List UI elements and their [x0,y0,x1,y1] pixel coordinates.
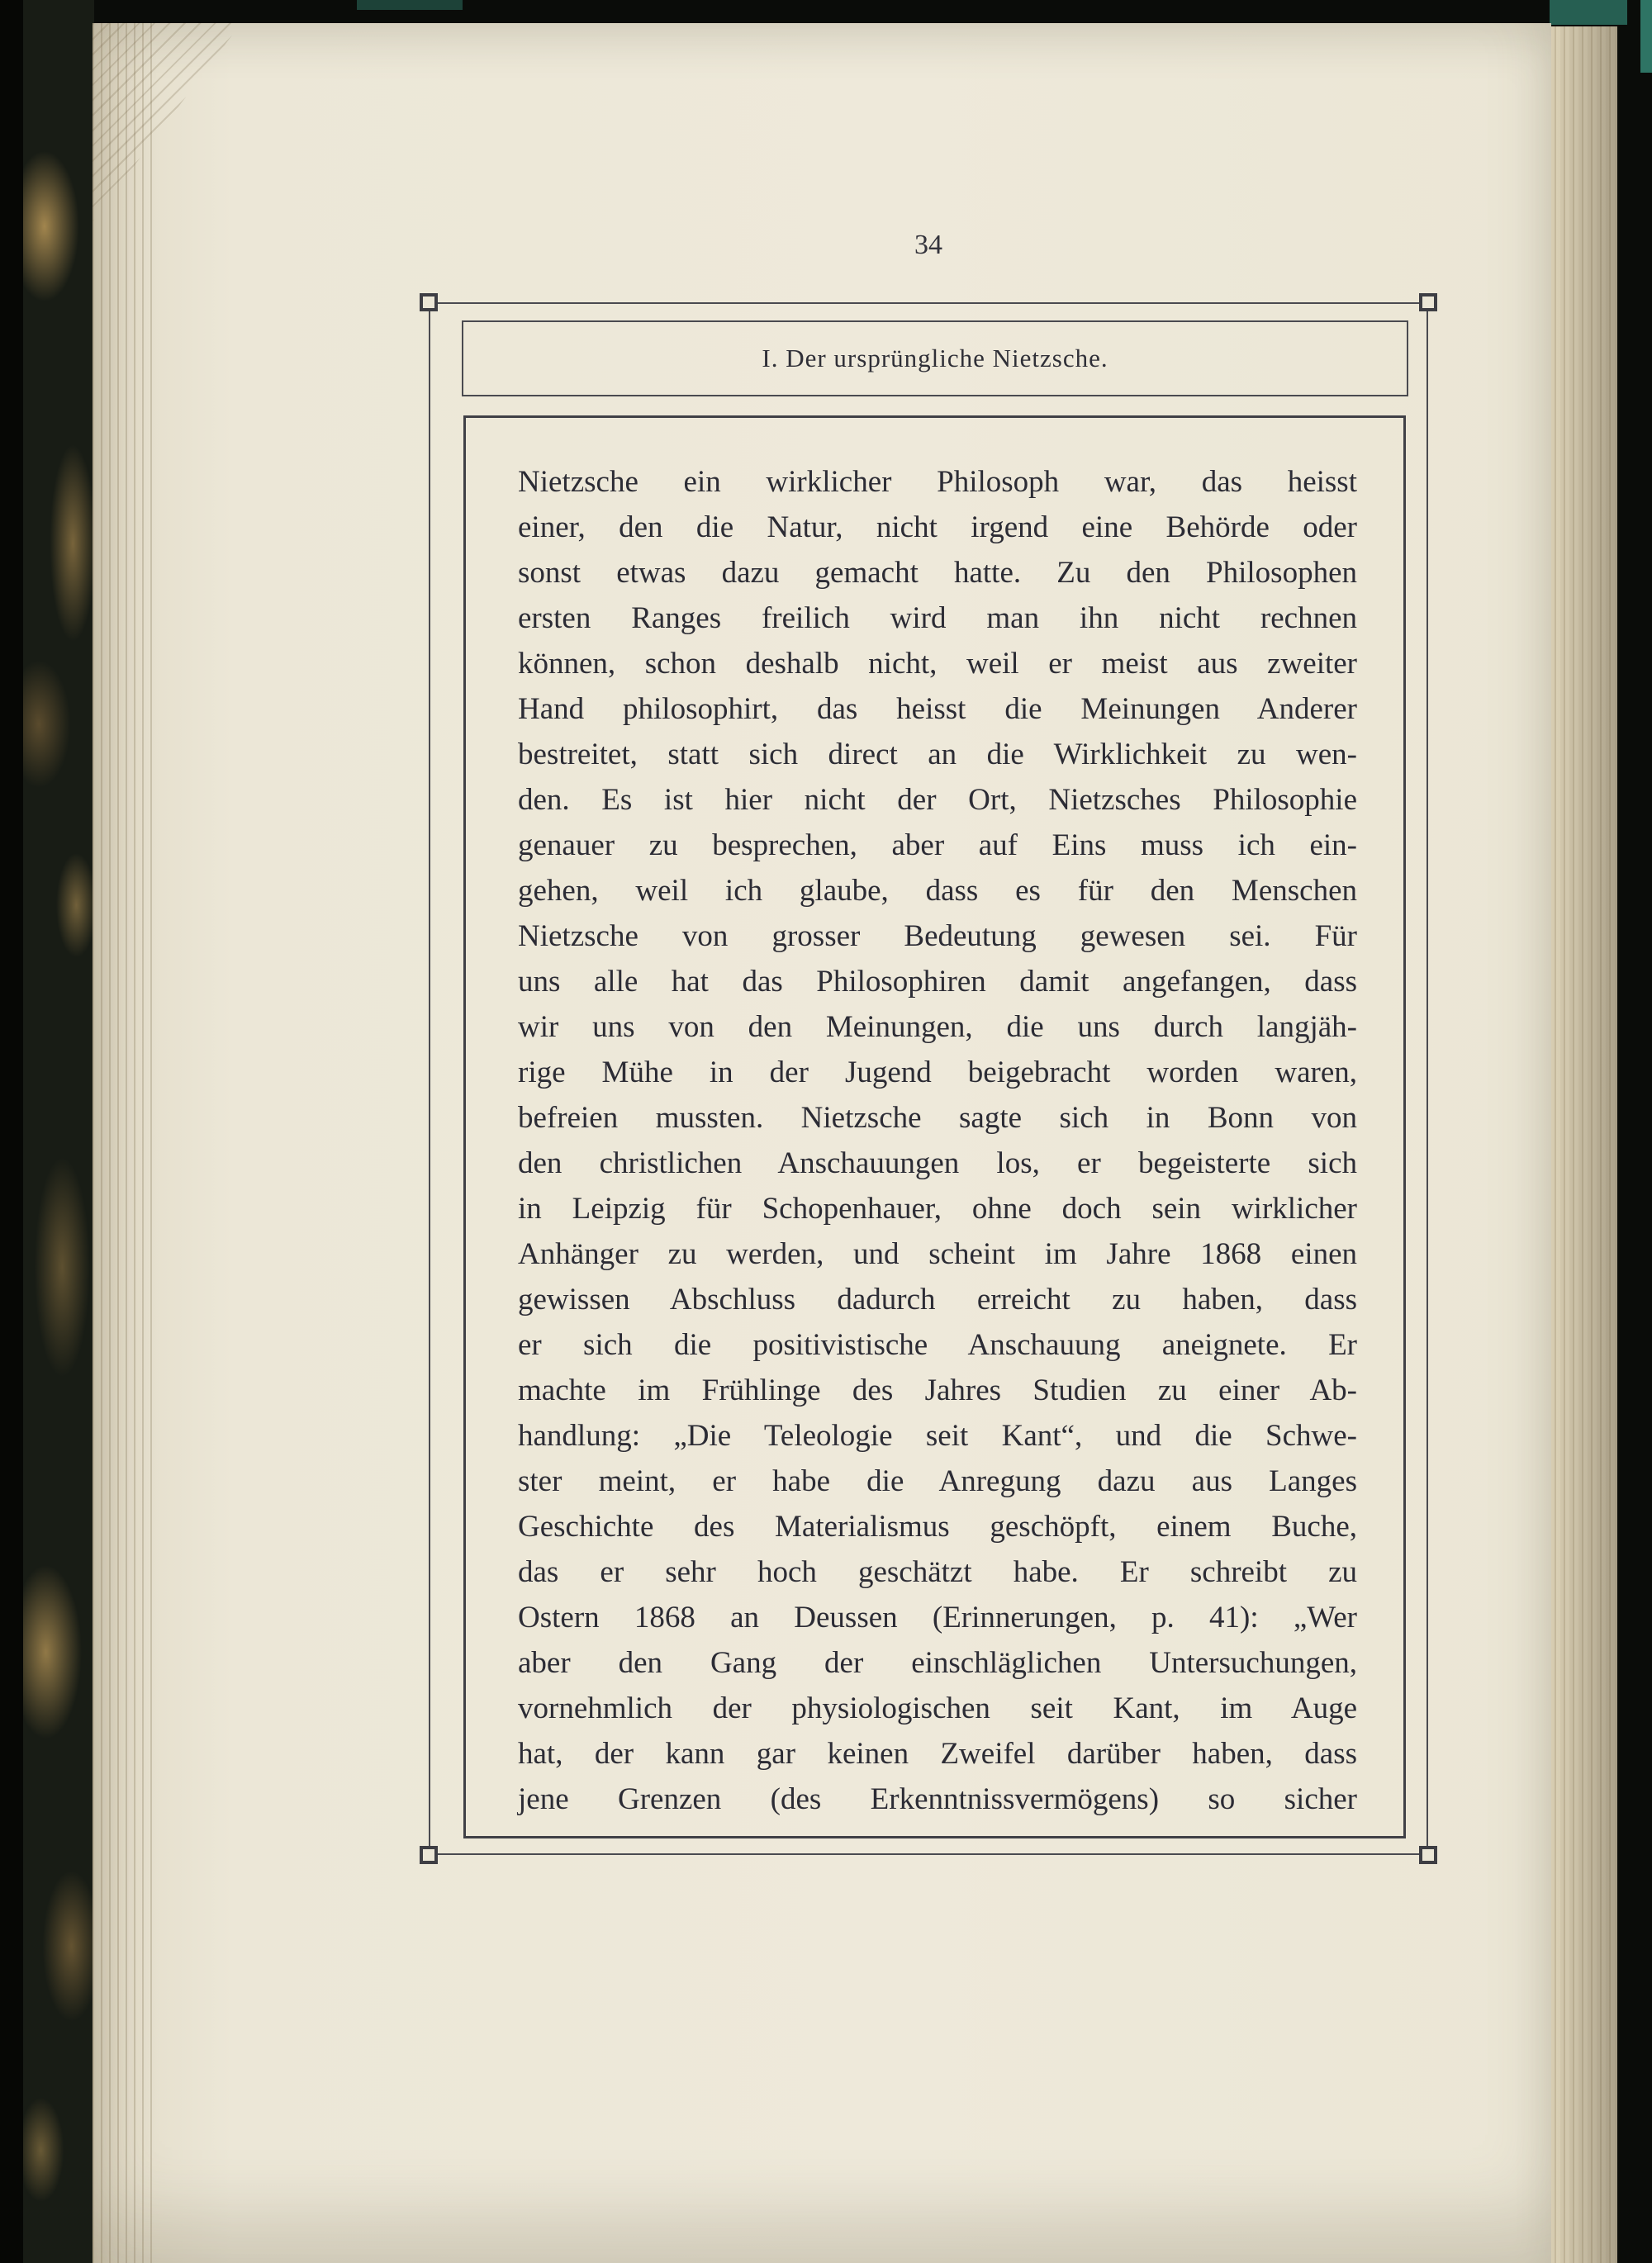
text-line: handlung: „Die Teleologie seit Kant“, und die Schwe- [518,1419,1357,1453]
text-line: rige Mühe in der Jugend beigebracht worden waren, [518,1056,1357,1089]
text-line: hat, der kann gar keinen Zweifel darüber haben, dass [518,1737,1357,1771]
text-line: einer, den die Natur, nicht irgend eine Behörde oder [518,510,1357,544]
body-text-box [463,415,1406,1838]
gutter-page-edges [93,23,152,2263]
text-line: machte im Frühlinge des Jahres Studien zu einer Ab- [518,1373,1357,1407]
text-line: bestreitet, statt sich direct an die Wirklichkeit zu wen- [518,738,1357,771]
text-line: Nietzsche ein wirklicher Philosoph war, das heisst [518,465,1357,499]
frame-corner-ornament [1419,1846,1437,1864]
text-line: Geschichte des Materialismus geschöpft, einem Buche, [518,1510,1357,1544]
text-line: das er sehr hoch geschätzt habe. Er schreibt zu [518,1555,1357,1589]
text-line: Anhänger zu werden, und scheint im Jahre 1868 einen [518,1237,1357,1271]
body-text [518,459,1357,1822]
text-line: genauer zu besprechen, aber auf Eins muss ich ein- [518,828,1357,862]
text-line: jene Grenzen (des Erkenntnissvermögens) so sicher [518,1782,1357,1816]
text-line: gewissen Abschluss dadurch erreicht zu haben, dass [518,1283,1357,1317]
text-line: den. Es ist hier nicht der Ort, Nietzsches Philosophie [518,783,1357,817]
text-line: wir uns von den Meinungen, die uns durch langjäh- [518,1010,1357,1044]
text-line: Hand philosophirt, das heisst die Meinungen Anderer [518,692,1357,726]
frame-corner-ornament [420,1846,438,1864]
text-line: ersten Ranges freilich wird man ihn nicht rechnen [518,601,1357,635]
text-line: den christlichen Anschauungen los, er begeisterte sich [518,1146,1357,1180]
text-line: können, schon deshalb nicht, weil er meist aus zweiter [518,647,1357,681]
frame-corner-ornament [1419,293,1437,311]
book-page [93,23,1551,2263]
text-line: befreien mussten. Nietzsche sagte sich in Bonn von [518,1101,1357,1135]
text-line: er sich die positivistische Anschauung aneignete. Er [518,1328,1357,1362]
text-line: uns alle hat das Philosophiren damit angefangen, dass [518,965,1357,999]
marbled-endpaper [23,0,94,2263]
stacked-page-corner [93,23,241,221]
book-board-edge [0,0,25,2263]
text-line: gehen, weil ich glaube, dass es für den Menschen [518,874,1357,908]
background-accent-block [1550,0,1627,25]
text-line: sonst etwas dazu gemacht hatte. Zu den Philosophen [518,556,1357,590]
background-accent-block [1640,0,1652,73]
chapter-header-box [462,320,1408,396]
stacked-fore-edges [1551,26,1617,2263]
page-number: 34 [914,230,942,260]
text-line: Nietzsche von grosser Bedeutung gewesen sei. Für [518,919,1357,953]
text-line: ster meint, er habe die Anregung dazu aus Langes [518,1464,1357,1498]
frame-corner-ornament [420,293,438,311]
text-line: aber den Gang der einschläglichen Untersuchungen, [518,1646,1357,1680]
text-line: in Leipzig für Schopenhauer, ohne doch sein wirklicher [518,1192,1357,1226]
chapter-title: I. Der ursprüngliche Nietzsche. [762,344,1108,372]
text-line: Ostern 1868 an Deussen (Erinnerungen, p. 41): „Wer [518,1601,1357,1634]
background-accent-block [357,0,463,10]
text-line: vornehmlich der physiologischen seit Kant, im Auge [518,1691,1357,1725]
